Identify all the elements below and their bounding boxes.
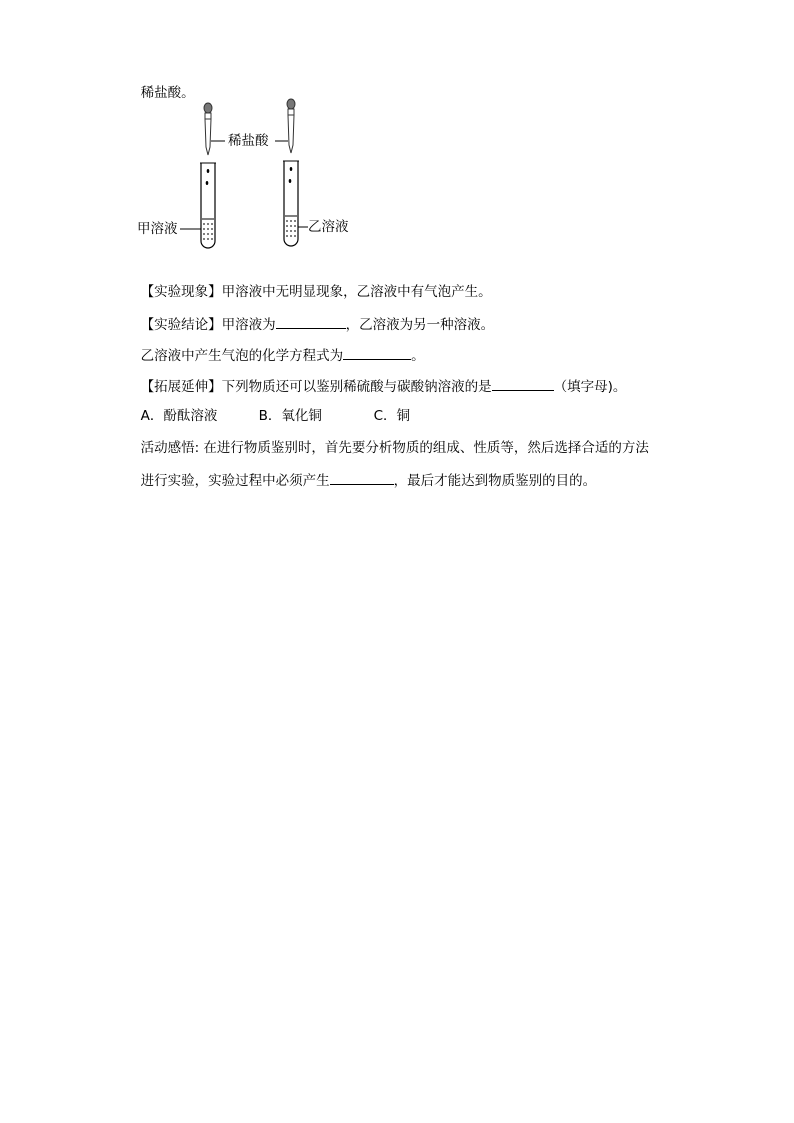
- right-dropper-icon: [287, 99, 295, 153]
- reflection-text-2b: ，最后才能达到物质鉴别的目的。: [393, 473, 597, 489]
- answer-blank-3[interactable]: [492, 376, 554, 391]
- option-a[interactable]: A．酚酞溶液: [140, 408, 218, 424]
- left-dropper-icon: [204, 103, 212, 155]
- text-line-reflection-2: [132, 452, 596, 490]
- reflection-text-1: 活动感悟: 在进行物质鉴别时，首先要分析物质的组成、性质等，然后选择合适的方法: [140, 440, 649, 456]
- equation-text-b: 。: [411, 348, 425, 364]
- experiment-figure: [130, 95, 370, 255]
- equation-text-a: 乙溶液中产生气泡的化学方程式为: [140, 348, 344, 364]
- left-tube-label: 甲溶液: [137, 221, 178, 237]
- conclusion-text-b: ，乙溶液为另一种溶液。: [345, 317, 495, 333]
- line-1-text: 稀盐酸。: [140, 85, 195, 101]
- answer-blank-4[interactable]: [330, 470, 394, 485]
- option-b[interactable]: B．氧化铜: [258, 408, 322, 424]
- option-c[interactable]: C．铜: [373, 408, 411, 424]
- right-test-tube-icon: [283, 161, 299, 246]
- reflection-text-2a: 进行实验，实验过程中必须产生: [140, 473, 330, 489]
- text-line-options: [132, 389, 410, 425]
- right-tube-label: 乙溶液: [308, 219, 349, 235]
- conclusion-text-a: 【实验结论】甲溶液为: [140, 317, 276, 333]
- dropper-label: 稀盐酸: [228, 133, 269, 149]
- extension-text-a: 【拓展延伸】下列物质还可以鉴别稀硫酸与碳酸钠溶液的是: [140, 379, 492, 395]
- left-test-tube-icon: [200, 163, 216, 248]
- extension-text-b: （填字母)。: [553, 379, 627, 395]
- phenomenon-text: 【实验现象】甲溶液中无明显现象，乙溶液中有气泡产生。: [140, 284, 492, 300]
